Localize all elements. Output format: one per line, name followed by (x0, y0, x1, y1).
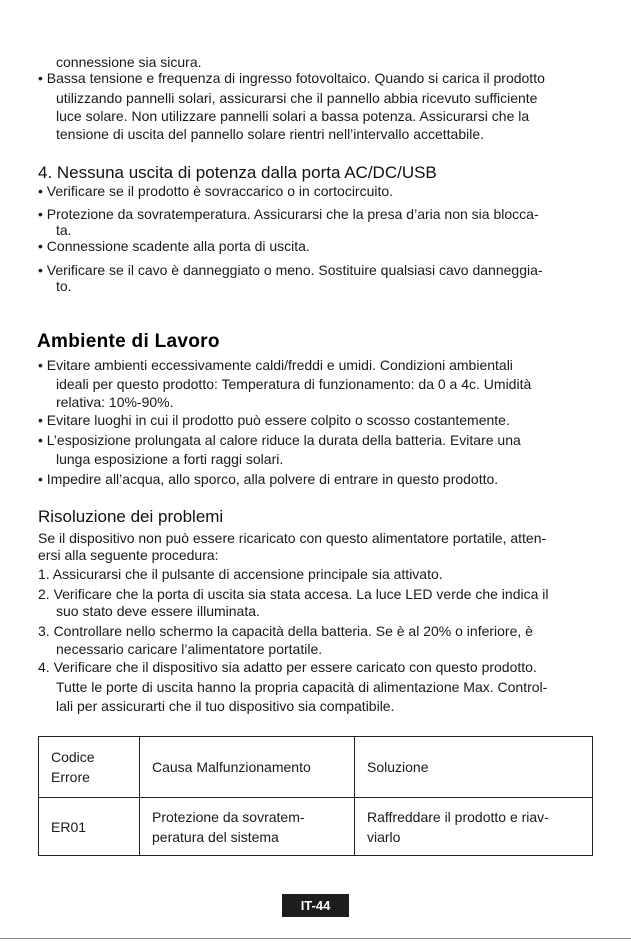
section-heading: 4. Nessuna uscita di potenza dalla porta AC/DC/USB (38, 163, 437, 182)
text-line: Impedire all’acqua, allo sporco, alla polvere di entrare in questo prodotto. (46, 471, 499, 487)
header-cell-cause: Causa Malfunzionamento (140, 737, 355, 798)
bullet-mark: • (38, 432, 43, 448)
bullet-item (38, 469, 498, 489)
numbered-item: 2. Verificare che la porta di uscita sia stata accesa. La luce LED verde che indica il (38, 586, 549, 602)
text-line: ta. (56, 222, 72, 238)
table-row (39, 798, 593, 856)
bullet-item (38, 68, 545, 88)
cell-text: viarlo (367, 828, 401, 845)
cell-code: ER01 (39, 798, 140, 856)
text-line: Evitare luoghi in cui il prodotto può essere colpito o scosso costantemente. (46, 412, 510, 428)
text-line: to. (56, 278, 72, 294)
bullet-mark: • (38, 238, 43, 254)
text-line: Verificare se il prodotto è sovraccarico o in cortocircuito. (46, 183, 394, 199)
bullet-mark: • (38, 206, 43, 222)
bullet-mark: • (38, 357, 43, 373)
text-line: tensione di uscita del pannello solare rientri nell’intervallo accettabile. (56, 126, 485, 142)
text-line: lunga esposizione a forti raggi solari. (56, 451, 284, 467)
page-number-badge: IT-44 (282, 894, 349, 917)
bullet-item (38, 430, 521, 450)
cell-cause (140, 798, 355, 856)
text-line: Bassa tensione e frequenza di ingresso fotovoltaico. Quando si carica il prodotto (46, 70, 545, 86)
bullet-item (38, 260, 543, 280)
bullet-mark: • (38, 471, 43, 487)
text-line: necessario caricare l’alimentatore portatile. (56, 641, 323, 657)
header-label: Codice (51, 749, 95, 765)
numbered-item: 1. Assicurarsi che il pulsante di accensione principale sia attivato. (38, 566, 443, 582)
text-line: ideali per questo prodotto: Temperatura di funzionamento: da 0 a 4c. Umidità (56, 376, 532, 392)
bullet-mark: • (38, 412, 43, 428)
error-table (38, 736, 593, 856)
text-line: relativa: 10%-90%. (56, 394, 174, 410)
text-line: Tutte le porte di uscita hanno la propria capacità di alimentazione Max. Control- (56, 679, 548, 695)
table-header-row (39, 737, 593, 798)
cell-text: Raffreddare il prodotto e riav- (367, 808, 549, 825)
text-line: lali per assicurarti che il tuo dispositivo sia compatibile. (56, 698, 395, 714)
bullet-mark: • (38, 70, 43, 86)
header-cell-code (39, 737, 140, 798)
text-line: Verificare se il cavo è danneggiato o meno. Sostituire qualsiasi cavo danneggia- (46, 262, 543, 278)
cell-text: Protezione da sovratem- (152, 808, 305, 825)
cell-solution (355, 798, 593, 856)
text-line: Protezione da sovratemperatura. Assicurarsi che la presa d’aria non sia blocca- (46, 206, 539, 222)
text-line: utilizzando pannelli solari, assicurarsi che il pannello abbia ricevuto sufficiente (56, 90, 538, 106)
text-line: ersi alla seguente procedura: (38, 547, 219, 563)
header-label: Errore (51, 769, 90, 785)
numbered-item: 3. Controllare nello schermo la capacità della batteria. Se è al 20% o inferiore, è (38, 623, 533, 639)
text-line: Se il dispositivo non può essere ricaricato con questo alimentatore portatile, atten- (38, 530, 547, 546)
header-cell-solution: Soluzione (355, 737, 593, 798)
section-heading: Risoluzione dei problemi (38, 507, 224, 526)
bullet-item (38, 181, 393, 201)
bullet-item (38, 410, 510, 430)
bullet-item (38, 355, 513, 375)
text-line: Evitare ambienti eccessivamente caldi/freddi e umidi. Condizioni ambientali (46, 357, 513, 373)
section-heading: Ambiente di Lavoro (37, 331, 220, 352)
bullet-item (38, 236, 310, 256)
text-line: luce solare. Non utilizzare pannelli solari a bassa potenza. Assicurarsi che la (56, 108, 530, 124)
numbered-item: 4. Verificare che il dispositivo sia adatto per essere caricato con questo prodotto. (38, 659, 537, 675)
page-divider (0, 938, 631, 939)
bullet-mark: • (38, 183, 43, 199)
text-line: L’esposizione prolungata al calore riduce la durata della batteria. Evitare una (46, 432, 521, 448)
bullet-item (38, 204, 539, 224)
cell-text: peratura del sistema (152, 828, 279, 845)
bullet-mark: • (38, 262, 43, 278)
text-line: connessione sia sicura. (56, 54, 202, 70)
text-line: suo stato deve essere illuminata. (56, 603, 260, 619)
text-line: Connessione scadente alla porta di uscita. (46, 238, 310, 254)
